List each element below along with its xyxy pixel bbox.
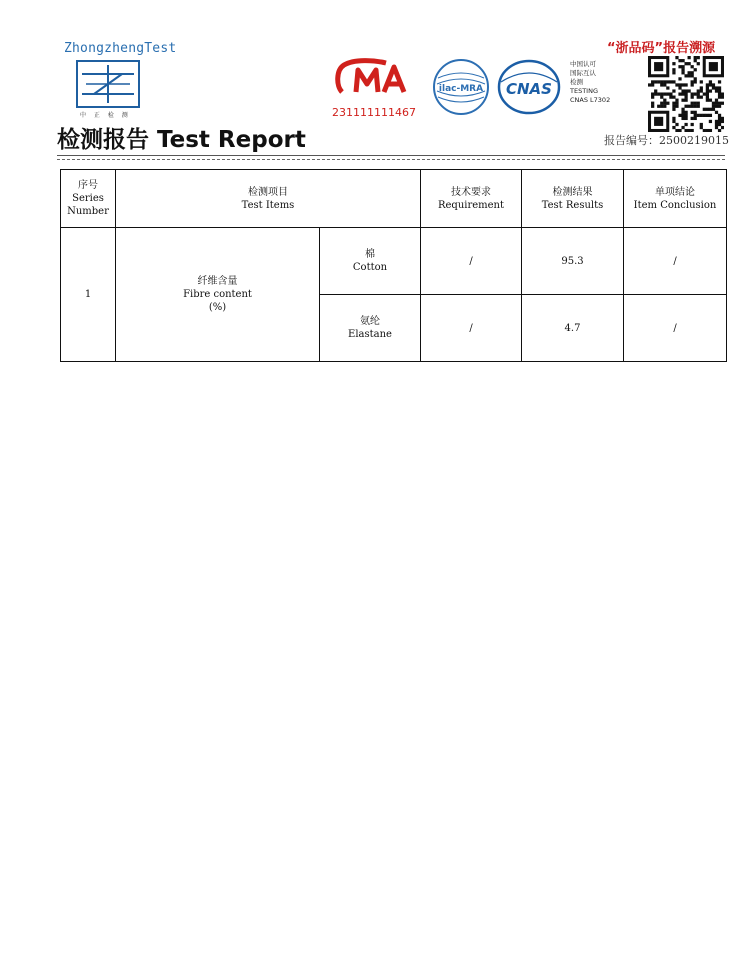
- ilac-label: ilac-MRA: [438, 84, 484, 94]
- header-requirement: [421, 170, 522, 228]
- header-series-en2: Number: [67, 206, 109, 217]
- cma-logo: [334, 58, 408, 100]
- header-items-en: Test Items: [241, 199, 295, 211]
- header-concl-en: Item Conclusion: [633, 199, 717, 211]
- brand-name: ZhongzhengTest: [64, 41, 177, 56]
- header-concl-cn: 单项结论: [655, 186, 695, 198]
- header-conclusion: [624, 170, 727, 228]
- header-req-en: Requirement: [437, 199, 505, 211]
- fibre-name-en: Elastane: [348, 329, 392, 340]
- header-series-en1: Series: [72, 193, 104, 204]
- fibre-name-cell: [320, 228, 421, 295]
- cnas-line-2: 国际互认: [570, 69, 596, 77]
- page-title: 检测报告 Test Report: [57, 127, 306, 153]
- fibre-name-cn: 棉: [365, 249, 375, 260]
- header-res-cn: 检测结果: [552, 186, 593, 198]
- conclusion-cell: /: [624, 295, 727, 362]
- cnas-line-5: CNAS L7302: [570, 96, 611, 104]
- cnas-label: CNAS: [506, 80, 552, 98]
- table-header-row: [61, 170, 727, 228]
- header-divider-dashed: [57, 159, 725, 160]
- cnas-accreditation-text: [570, 60, 610, 105]
- requirement-cell: /: [421, 295, 522, 362]
- ilac-mra-logo: [432, 58, 490, 116]
- header-req-cn: 技术要求: [451, 186, 491, 198]
- cnas-line-4: TESTING: [570, 87, 598, 95]
- cma-number: 231111111467: [332, 106, 416, 119]
- test-item-unit: (%): [208, 302, 227, 313]
- serial-cell: 1: [61, 228, 116, 362]
- report-number: 报告编号：2500219015: [604, 134, 729, 147]
- header-series-cn: 序号: [78, 180, 98, 191]
- trace-label: “浙品码”报告溯源: [607, 41, 716, 56]
- header-results: [522, 170, 624, 228]
- header-divider: [57, 155, 725, 156]
- result-cell: 95.3: [522, 228, 624, 295]
- cnas-line-3: 检测: [570, 78, 583, 86]
- company-logo: [76, 60, 140, 108]
- cnas-logo: [497, 58, 561, 116]
- header-items-cn: 检测项目: [248, 186, 288, 198]
- qr-code[interactable]: [648, 56, 724, 132]
- header-test-items: [116, 170, 421, 228]
- cnas-line-1: 中国认可: [570, 60, 596, 68]
- logo-caption: 中 正 检 测: [80, 112, 131, 119]
- test-item-en: Fibre content: [183, 289, 252, 300]
- conclusion-cell: /: [624, 228, 727, 295]
- fibre-name-en: Cotton: [352, 262, 388, 273]
- test-item-cell: [116, 228, 320, 362]
- header-series: [61, 170, 116, 228]
- requirement-cell: /: [421, 228, 522, 295]
- fibre-name-cell: [320, 295, 421, 362]
- header-res-en: Test Results: [541, 199, 604, 211]
- results-table: [60, 169, 727, 362]
- table-row: [61, 228, 727, 295]
- test-item-cn: 纤维含量: [197, 276, 238, 287]
- fibre-name-cn: 氨纶: [360, 316, 380, 327]
- result-cell: 4.7: [522, 295, 624, 362]
